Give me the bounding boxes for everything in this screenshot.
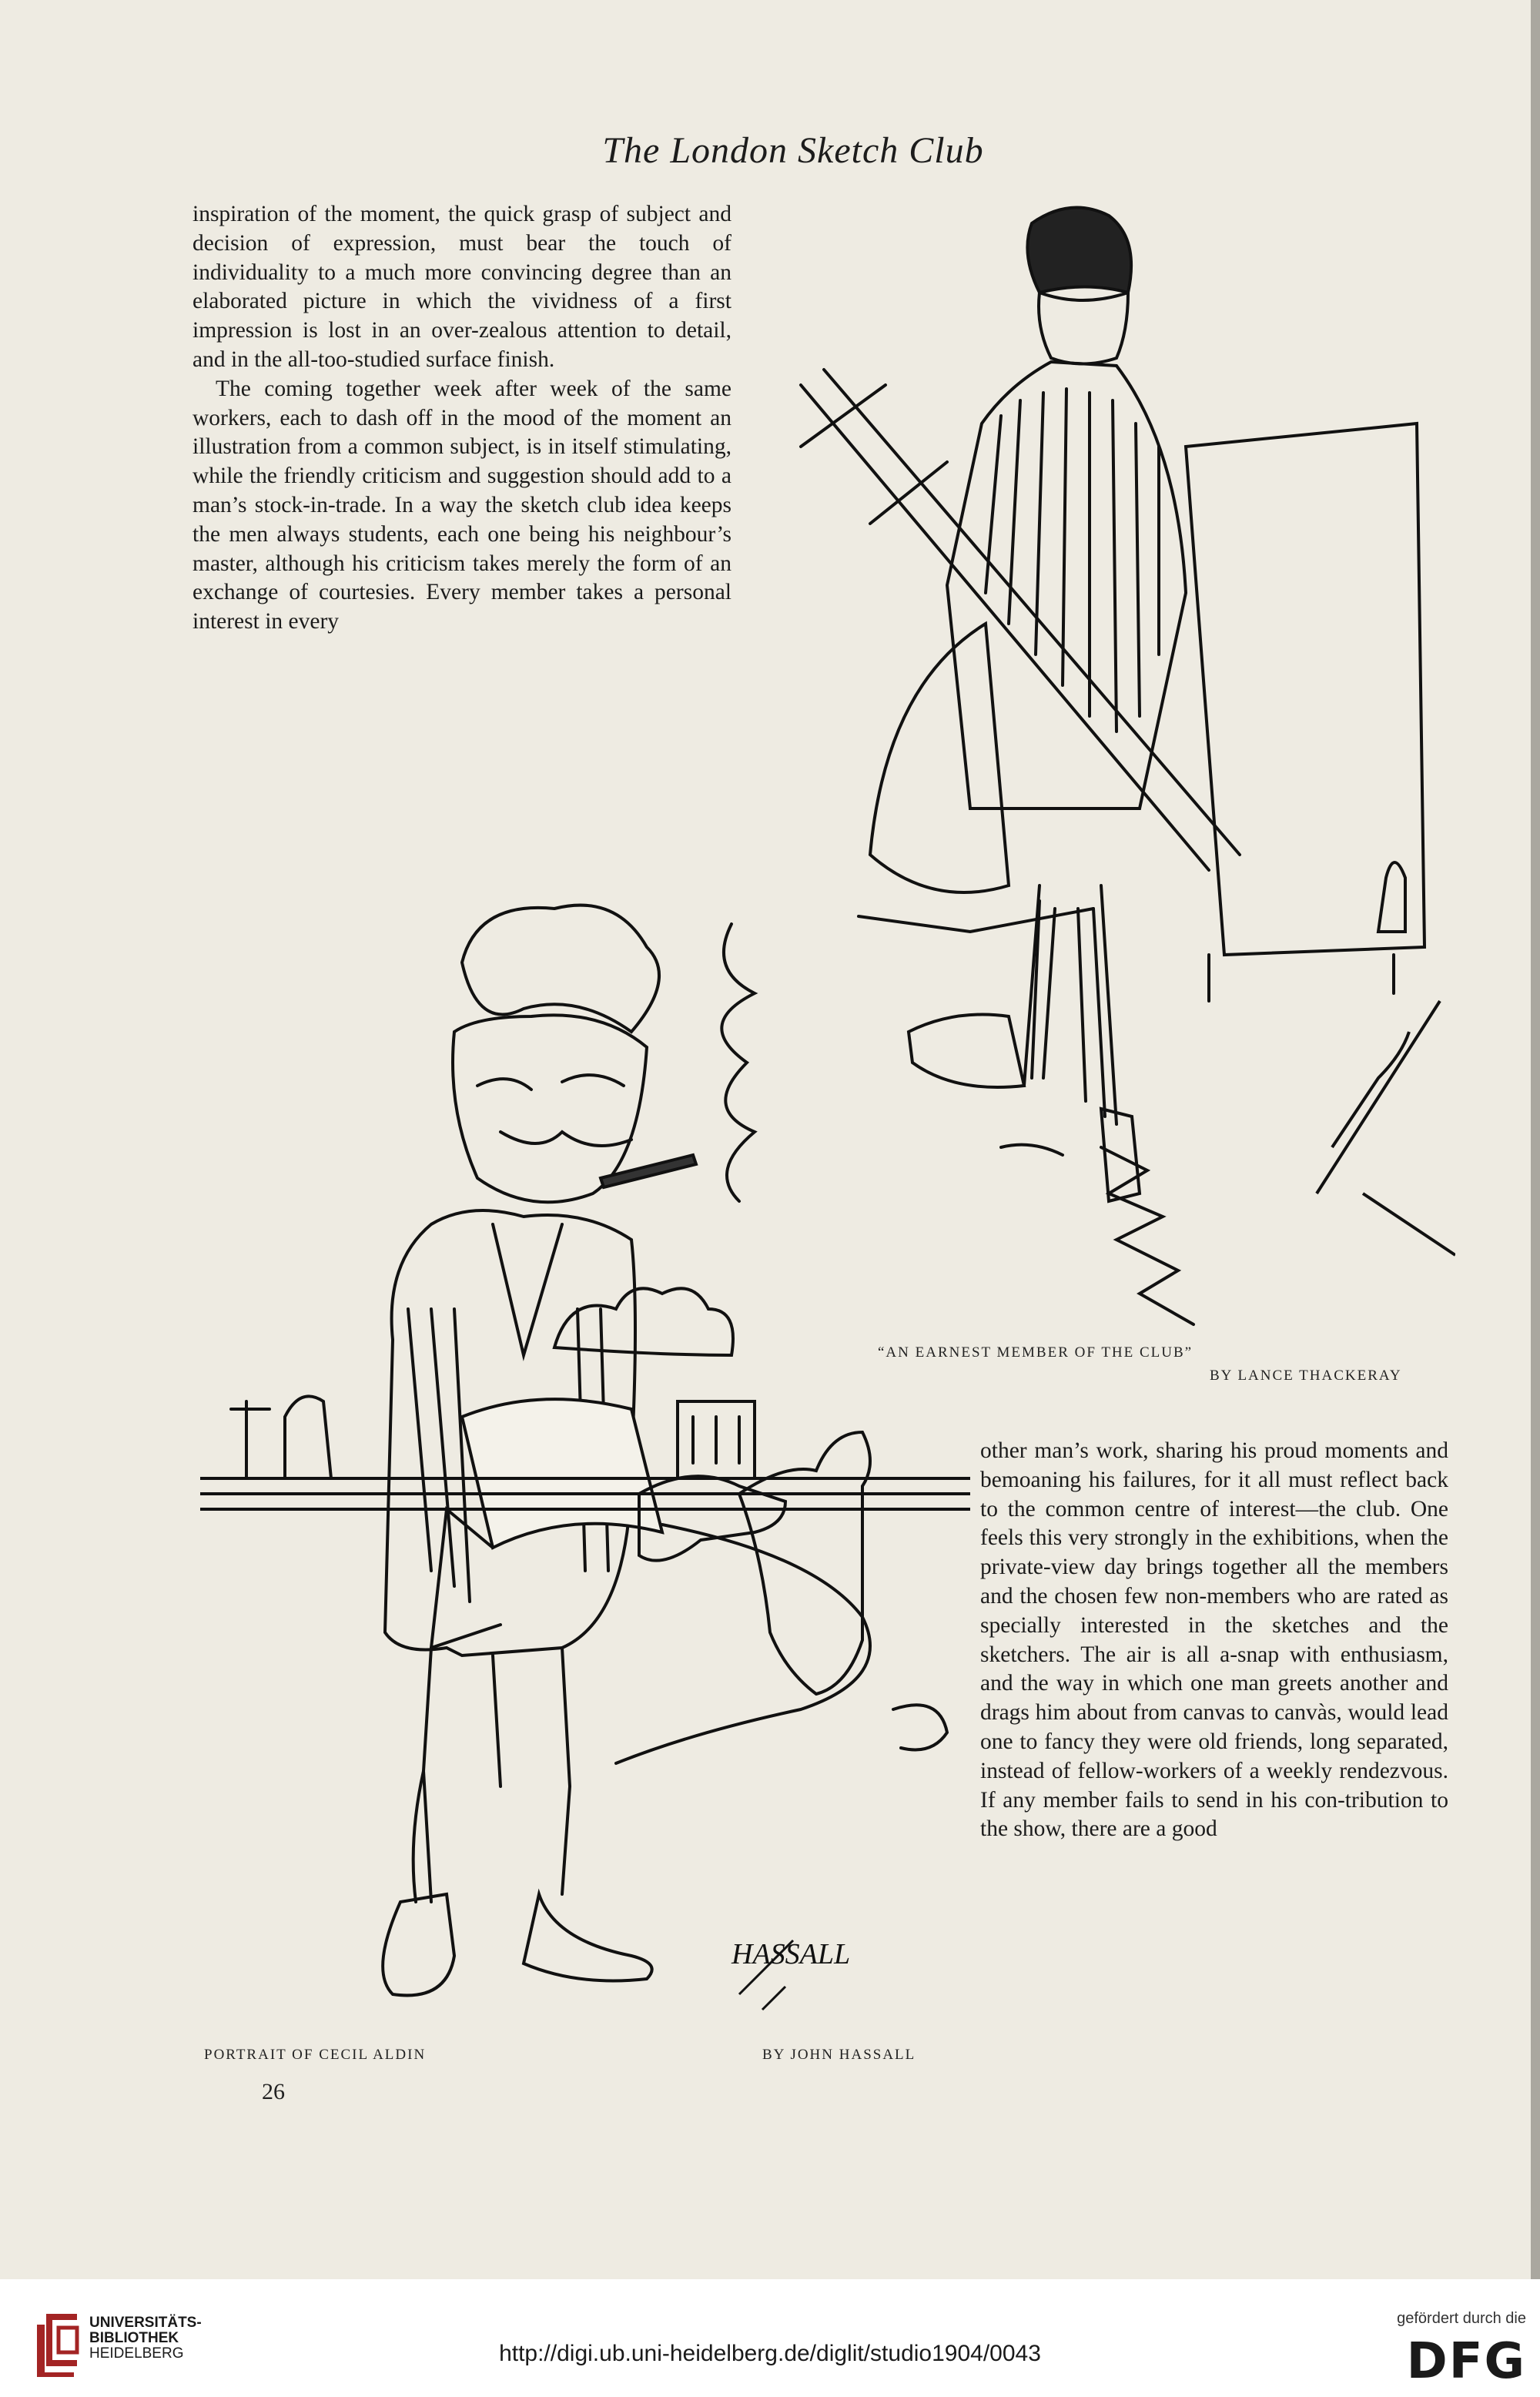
hassall-caption-artist: BY JOHN HASSALL	[762, 2047, 916, 2063]
page-number: 26	[262, 2079, 285, 2104]
library-line-1: UNIVERSITÄTS-	[89, 2315, 202, 2331]
thackeray-caption-artist: BY LANCE THACKERAY	[1210, 1368, 1402, 1384]
dfg-logo[interactable]: DFG	[1406, 2333, 1526, 2390]
thackeray-caption-title: “AN EARNEST MEMBER OF THE CLUB”	[878, 1344, 1194, 1361]
funding-label: gefördert durch die	[1397, 2310, 1526, 2327]
paragraph: The coming together week after week of the same workers, each to dash off in the mood of the moment an illustration from a common subject, is in itself stimulating, while the friendly criticism and suggestion should add to a man’s stock-in-trade. In a way the sketch club idea keeps the men always students, each one being his neighbour’s master, although his criticism takes merely the form of an exchange of courtesies. Every member takes a personal interest in every	[192, 376, 732, 634]
right-text-column	[980, 1437, 1448, 1844]
page-edge	[1531, 0, 1540, 2279]
paragraph: other man’s work, sharing his proud moments and bemoaning his failures, for it all must reflect back to the common centre of interest—the club. One feels this very strongly in the exhibitions, when the private-view day brings together all the members and the chosen few non-members who are rated as specially interested in the sketches and the sketchers. The air is all a-snap with enthusiasm, and the way in which one man greets another and drags him about from canvas to canvàs, would lead one to fancy they were old friends, long separated, instead of fellow-workers of a weekly rendezvous. If any member fails to send in his con-tribution to the show, there are a good	[980, 1438, 1448, 1842]
left-text-column	[192, 200, 732, 637]
library-line-2: BIBLIOTHEK	[89, 2330, 179, 2346]
running-header: The London Sketch Club	[602, 130, 984, 171]
permalink-url[interactable]: http://digi.ub.uni-heidelberg.de/diglit/studio1904/0043	[499, 2341, 1041, 2366]
hassall-caption-title: PORTRAIT OF CECIL ALDIN	[204, 2047, 427, 2063]
hassall-illustration	[200, 878, 970, 2048]
paragraph: inspiration of the moment, the quick grasp of subject and decision of expression, must bear the touch of individuality to a much more convincing degree than an elaborated picture in which the vividness of a first impression is lost in an over-zealous attention to detail, and in the all-too-studied surface finish.	[192, 202, 732, 372]
library-line-3: HEIDELBERG	[89, 2345, 184, 2362]
footer-bar	[0, 2279, 1540, 2397]
hassall-signature: HASSALL	[732, 1938, 851, 1970]
